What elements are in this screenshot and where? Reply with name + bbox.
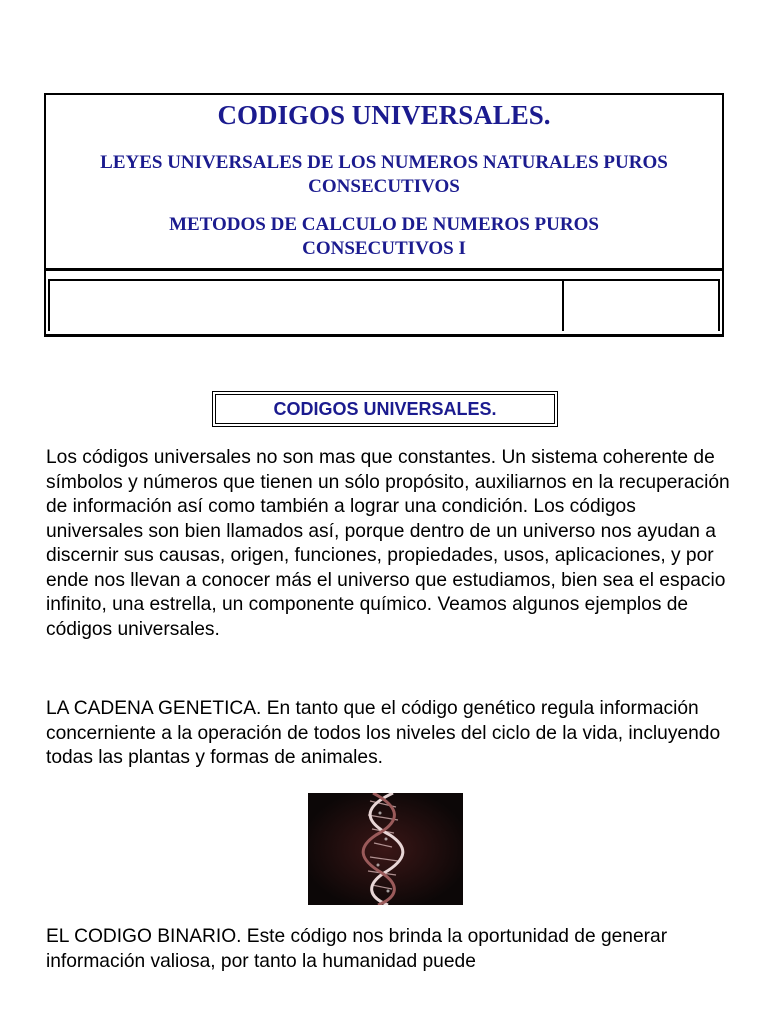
- dna-helix-image: [308, 793, 463, 905]
- subtitle-2-line-2: CONSECUTIVOS I: [302, 238, 466, 259]
- paragraph-codigos-universales: Los códigos universales no son mas que constantes. Un sistema coherente de símbolos y números que tienen un sólo propósito, auxiliarnos en la recuperación de información así como también a lograr una condición. Los códigos universales son bien llamados así, porque dentro de un universo nos ayudan a discernir sus causas, origen, funciones, propiedades, usos, aplicaciones, y por ende nos llevan a conocer más el universo que estudiamos, bien sea el espacio infinito, una estrella, un componente químico. Veamos algunos ejemplos de códigos universales.: [46, 447, 730, 640]
- document-subtitle-2: [46, 213, 722, 261]
- document-title: CODIGOS UNIVERSALES.: [217, 100, 551, 130]
- section-title-box: CODIGOS UNIVERSALES.: [215, 394, 555, 424]
- header-title-cell: [46, 95, 722, 271]
- subtitle-1-line-2: CONSECUTIVOS: [308, 176, 460, 197]
- document-subtitle-1: [46, 151, 722, 199]
- paragraph-cadena-genetica: LA CADENA GENETICA. En tanto que el código genético regula información concerniente a la operación de todos los niveles del ciclo de la vida, incluyendo todas las plantas y formas de animales.: [46, 698, 721, 768]
- paragraph-codigo-binario: EL CODIGO BINARIO. Este código nos brinda la oportunidad de generar información valiosa, por tanto la humanidad puede: [46, 926, 668, 972]
- header-cell-divider: [562, 281, 564, 331]
- header-empty-row: [48, 279, 720, 331]
- header-table: [44, 93, 724, 337]
- subtitle-1-line-1: LEYES UNIVERSALES DE LOS NUMEROS NATURALES PUROS: [100, 152, 668, 173]
- subtitle-2-line-1: METODOS DE CALCULO DE NUMEROS PUROS: [169, 214, 599, 235]
